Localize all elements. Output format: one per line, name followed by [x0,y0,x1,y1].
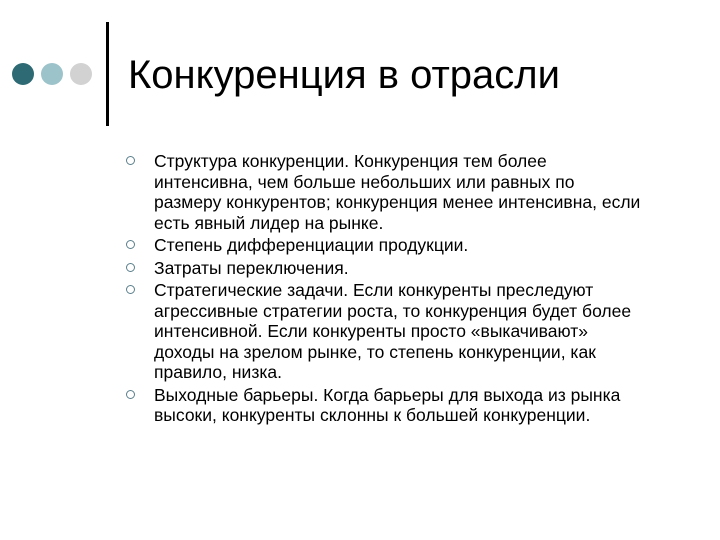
bullet-list [126,151,646,428]
dot-dark-icon [12,63,34,85]
ring-bullet-icon [126,390,135,399]
decorative-dots [12,63,98,87]
bullet-text: Степень дифференциации продукции. [154,235,469,255]
bullet-item [126,258,646,279]
bullet-text: Стратегические задачи. Если конкуренты преследуют агрессивные стратегии роста, то конкуренция будет более интенсивной. Если конкуренты просто «выкачивают» доходы на зрелом рынке, то степень конкуренции, как правило, низка. [154,280,632,382]
title-divider [106,22,109,126]
bullet-text: Затраты переключения. [154,257,349,278]
bullet-item [126,151,646,233]
ring-bullet-icon [126,156,135,165]
dot-mid-icon [41,63,63,85]
ring-bullet-icon [126,285,135,294]
bullet-item [126,280,646,383]
bullet-item [126,385,646,426]
dot-light-icon [70,63,92,85]
bullet-text: Структура конкуренции. Конкуренция тем более интенсивна, чем больше небольших или равных по размеру конкурентов; конкуренция менее интенсивна, если есть явный лидер на рынке. [154,151,641,233]
slide-title: Конкуренция в отрасли [128,53,560,97]
ring-bullet-icon [126,263,135,272]
bullet-item [126,235,646,256]
bullet-text: Выходные барьеры. Когда барьеры для выхода из рынка высоки, конкуренты склонны к большей конкуренции. [154,384,621,425]
ring-bullet-icon [126,240,135,249]
